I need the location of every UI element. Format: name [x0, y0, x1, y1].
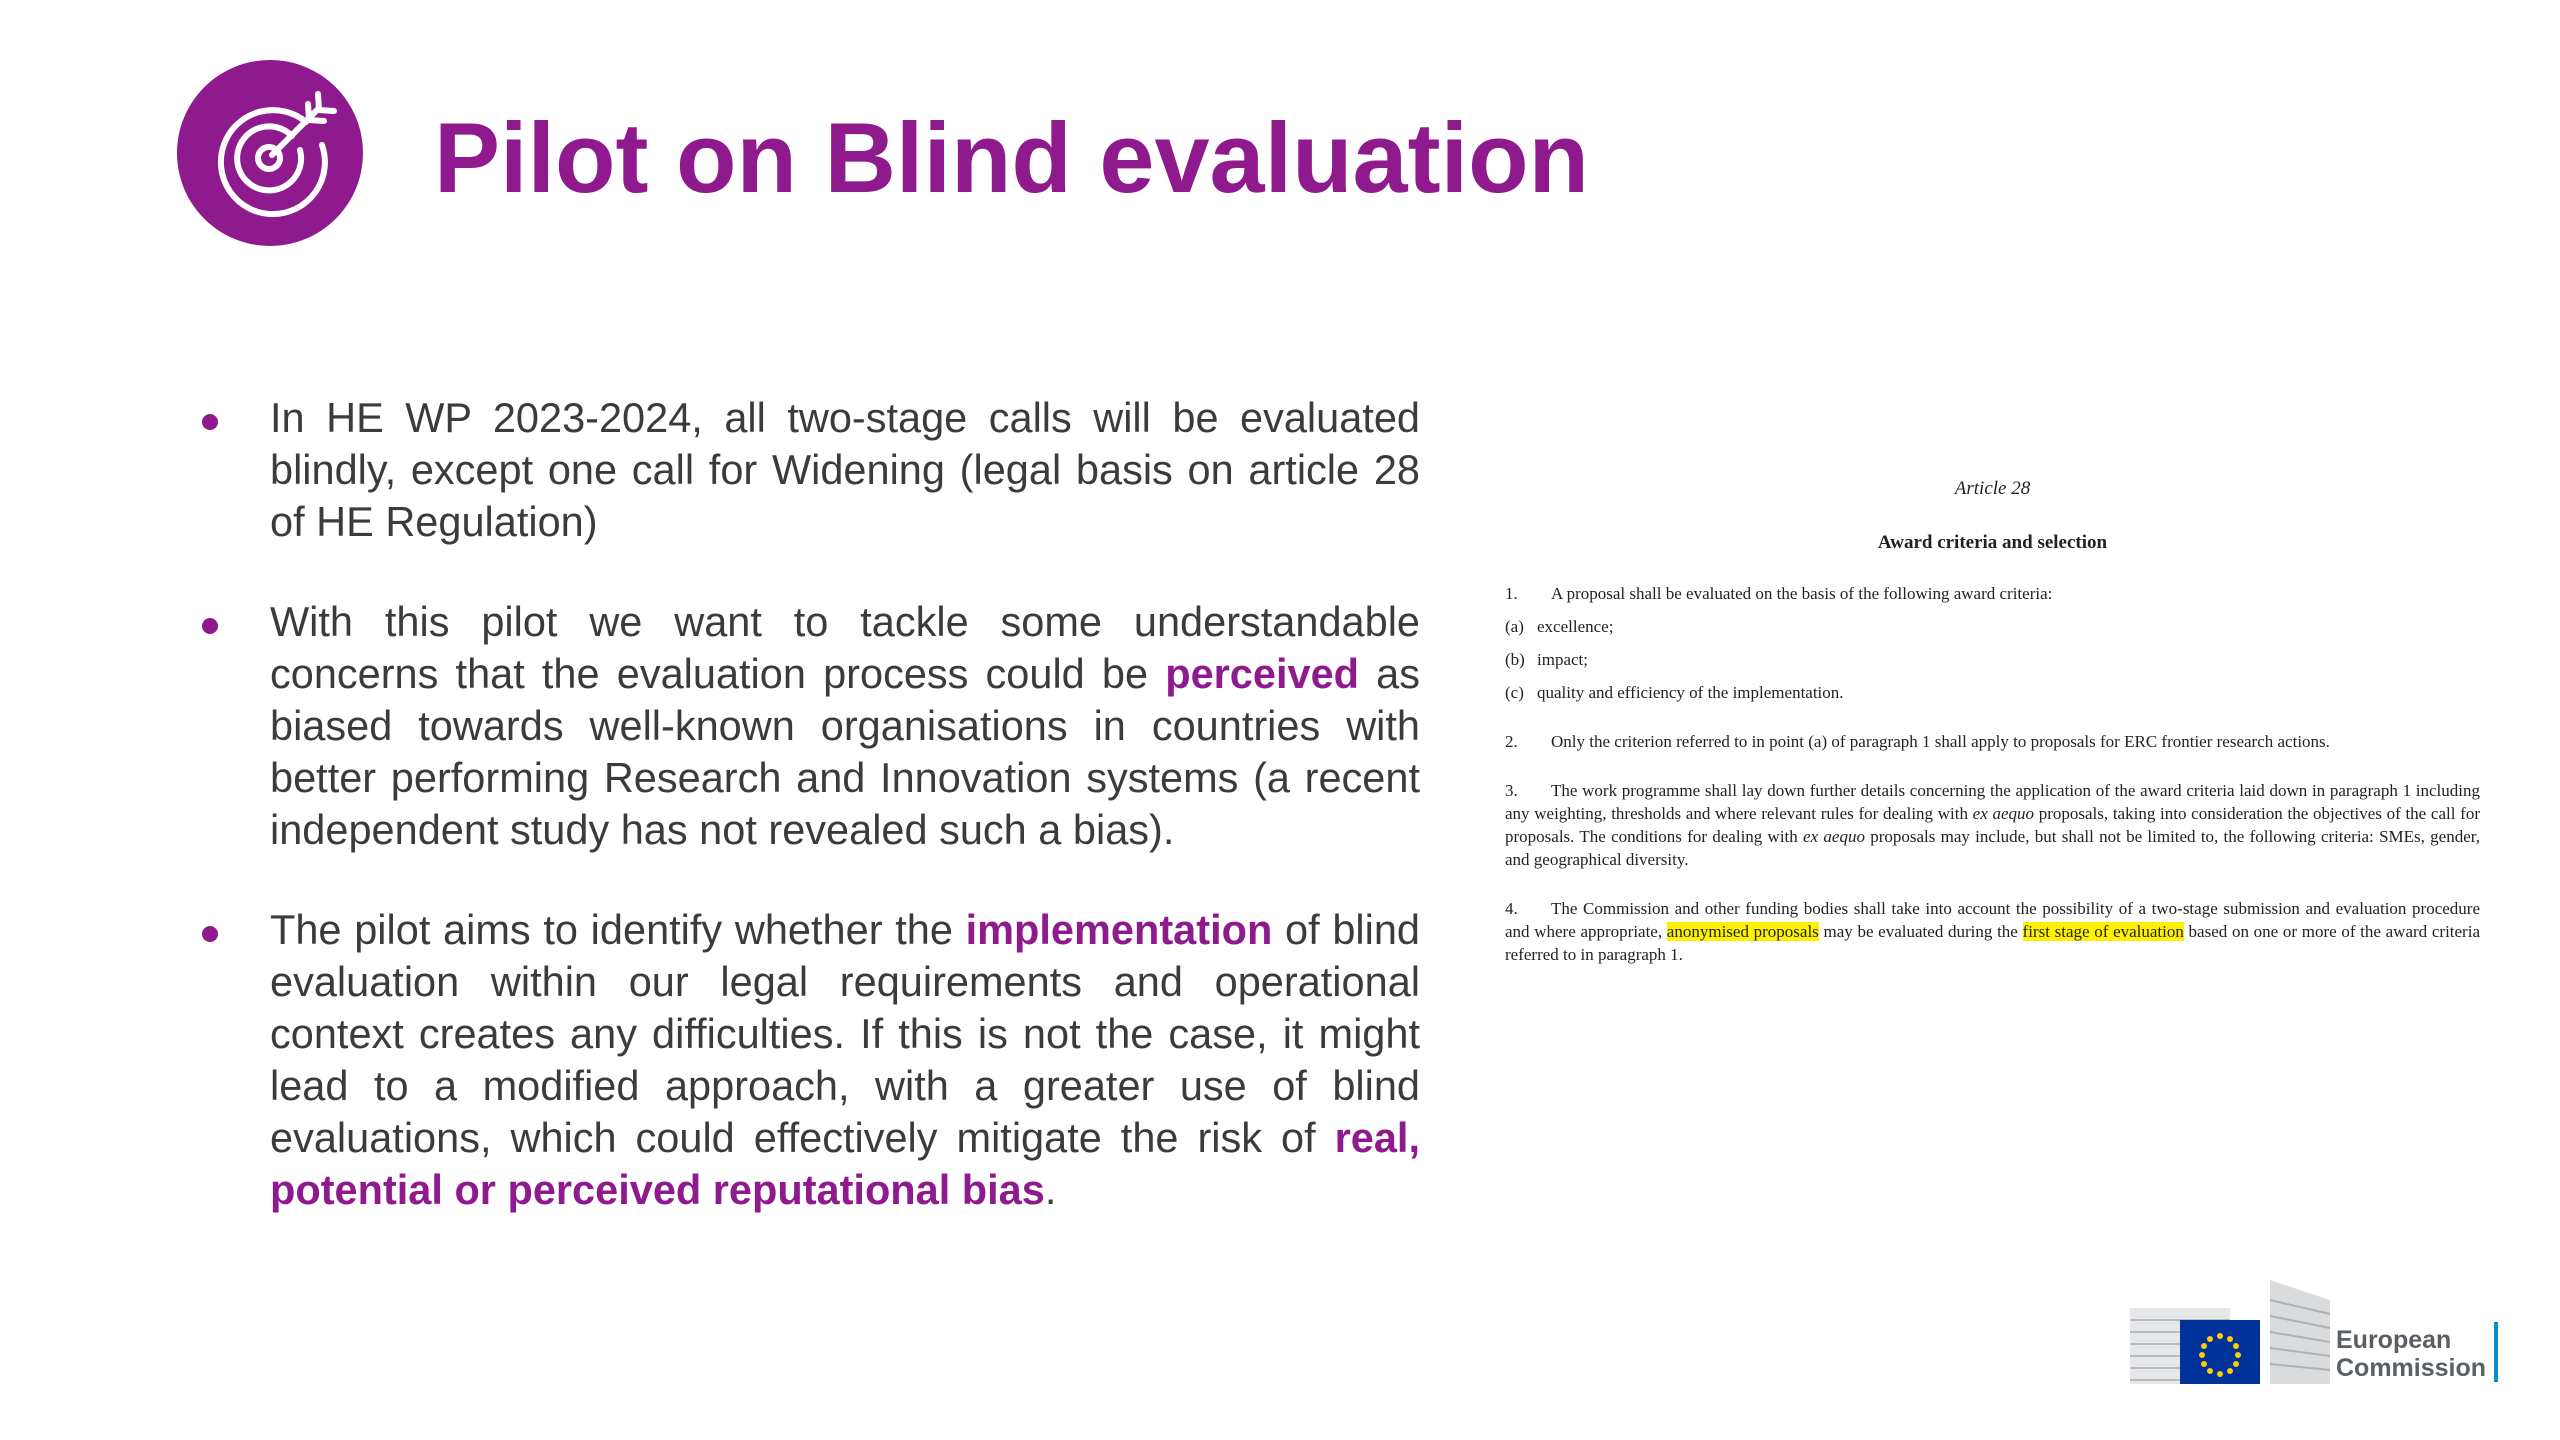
logo-accent-bar: [2494, 1322, 2498, 1382]
criterion-a: [1505, 615, 2480, 638]
paragraph-2: [1505, 730, 2480, 753]
bullet-dot: [202, 618, 218, 634]
criterion-text: excellence;: [1537, 617, 1614, 636]
bullet-item: [190, 596, 1420, 856]
paragraph-text: A proposal shall be evaluated on the basis of the following award criteria:: [1551, 584, 2053, 603]
paragraph-4: [1505, 897, 2480, 966]
emphasis-text: implementation: [965, 906, 1273, 953]
criterion-text: quality and efficiency of the implementation.: [1537, 683, 1844, 702]
commission-building-icon: [2130, 1280, 2330, 1384]
paragraph-number: 2.: [1505, 732, 1518, 751]
highlighted-text: first stage of evaluation: [2022, 922, 2184, 941]
bullet-text: In HE WP 2023-2024, all two-stage calls will be evaluated blindly, except one call for Widening (legal basis on article 28 of HE Regulation): [270, 394, 1420, 545]
bullet-text: of blind evaluation within our legal requirements and operational context creates any difficulties. If this is not the case, it might lead to a modified approach, with a greater use of blind evaluations, which could effectively mitigate the risk of: [270, 906, 1420, 1161]
target-icon: [177, 60, 363, 246]
paragraph-text: proposals, taking into consideration the objectives of the call for proposals. The conditions for dealing with: [1505, 804, 2480, 846]
bullet-item: [190, 904, 1420, 1216]
criterion-label: (a): [1505, 617, 1524, 636]
latin-term: ex aequo: [1803, 827, 1865, 846]
emphasis-text: real, potential or perceived reputational bias: [270, 1114, 1420, 1213]
highlighted-text: anonymised proposals: [1666, 922, 1819, 941]
paragraph-text: The work programme shall lay down further details concerning the application of the award criteria laid down in paragraph 1 including any weighting, thresholds and where relevant rules for dealing with: [1505, 781, 2480, 823]
criterion-label: (b): [1505, 650, 1525, 669]
commission-wordmark: [2336, 1326, 2486, 1382]
wordmark-line: Commission: [2336, 1354, 2487, 1382]
bullet-text: .: [1044, 1166, 1057, 1213]
wordmark-line: European: [2336, 1326, 2452, 1354]
bullet-dot: [202, 926, 218, 942]
paragraph-number: 4.: [1505, 899, 1518, 918]
latin-term: ex aequo: [1972, 804, 2035, 823]
paragraph-number: 1.: [1505, 584, 1518, 603]
bullet-dot: [202, 414, 218, 430]
article-number: Article 28: [1954, 478, 2031, 499]
criterion-text: impact;: [1537, 650, 1588, 669]
bullet-list: [190, 392, 1420, 1264]
bullet-text: With this pilot we want to tackle some understandable concerns that the evaluation process could be: [270, 598, 1420, 697]
page-title: Pilot on Blind evaluation: [434, 102, 1590, 213]
criterion-label: (c): [1505, 683, 1524, 702]
paragraph-1: [1505, 582, 2480, 605]
criterion-c: [1505, 681, 2480, 704]
paragraph-text: Only the criterion referred to in point (a) of paragraph 1 shall apply to proposals for ERC frontier research actions.: [1551, 732, 2330, 751]
paragraph-text: proposals may include, but shall not be limited to, the following criteria: SMEs, gender, and geographical diversity.: [1505, 827, 2480, 869]
criterion-b: [1505, 648, 2480, 671]
paragraph-text: based on one or more of the award criteria referred to in paragraph 1.: [1505, 922, 2480, 964]
emphasis-text: perceived: [1165, 650, 1360, 697]
paragraph-text: The Commission and other funding bodies shall take into account the possibility of a two-stage submission and evaluation procedure and where appropriate,: [1505, 899, 2480, 941]
article-heading: Award criteria and selection: [1877, 532, 2108, 553]
bullet-item: [190, 392, 1420, 548]
bullet-text: The pilot aims to identify whether the: [270, 906, 966, 953]
paragraph-number: 3.: [1505, 781, 1518, 800]
paragraph-text: may be evaluated during the: [1818, 922, 2023, 941]
regulation-excerpt: [1505, 478, 2480, 976]
paragraph-3: [1505, 779, 2480, 871]
bullet-text: as biased towards well-known organisations in countries with better performing Research and Innovation systems (a recent independent study has not revealed such a bias).: [270, 650, 1420, 853]
